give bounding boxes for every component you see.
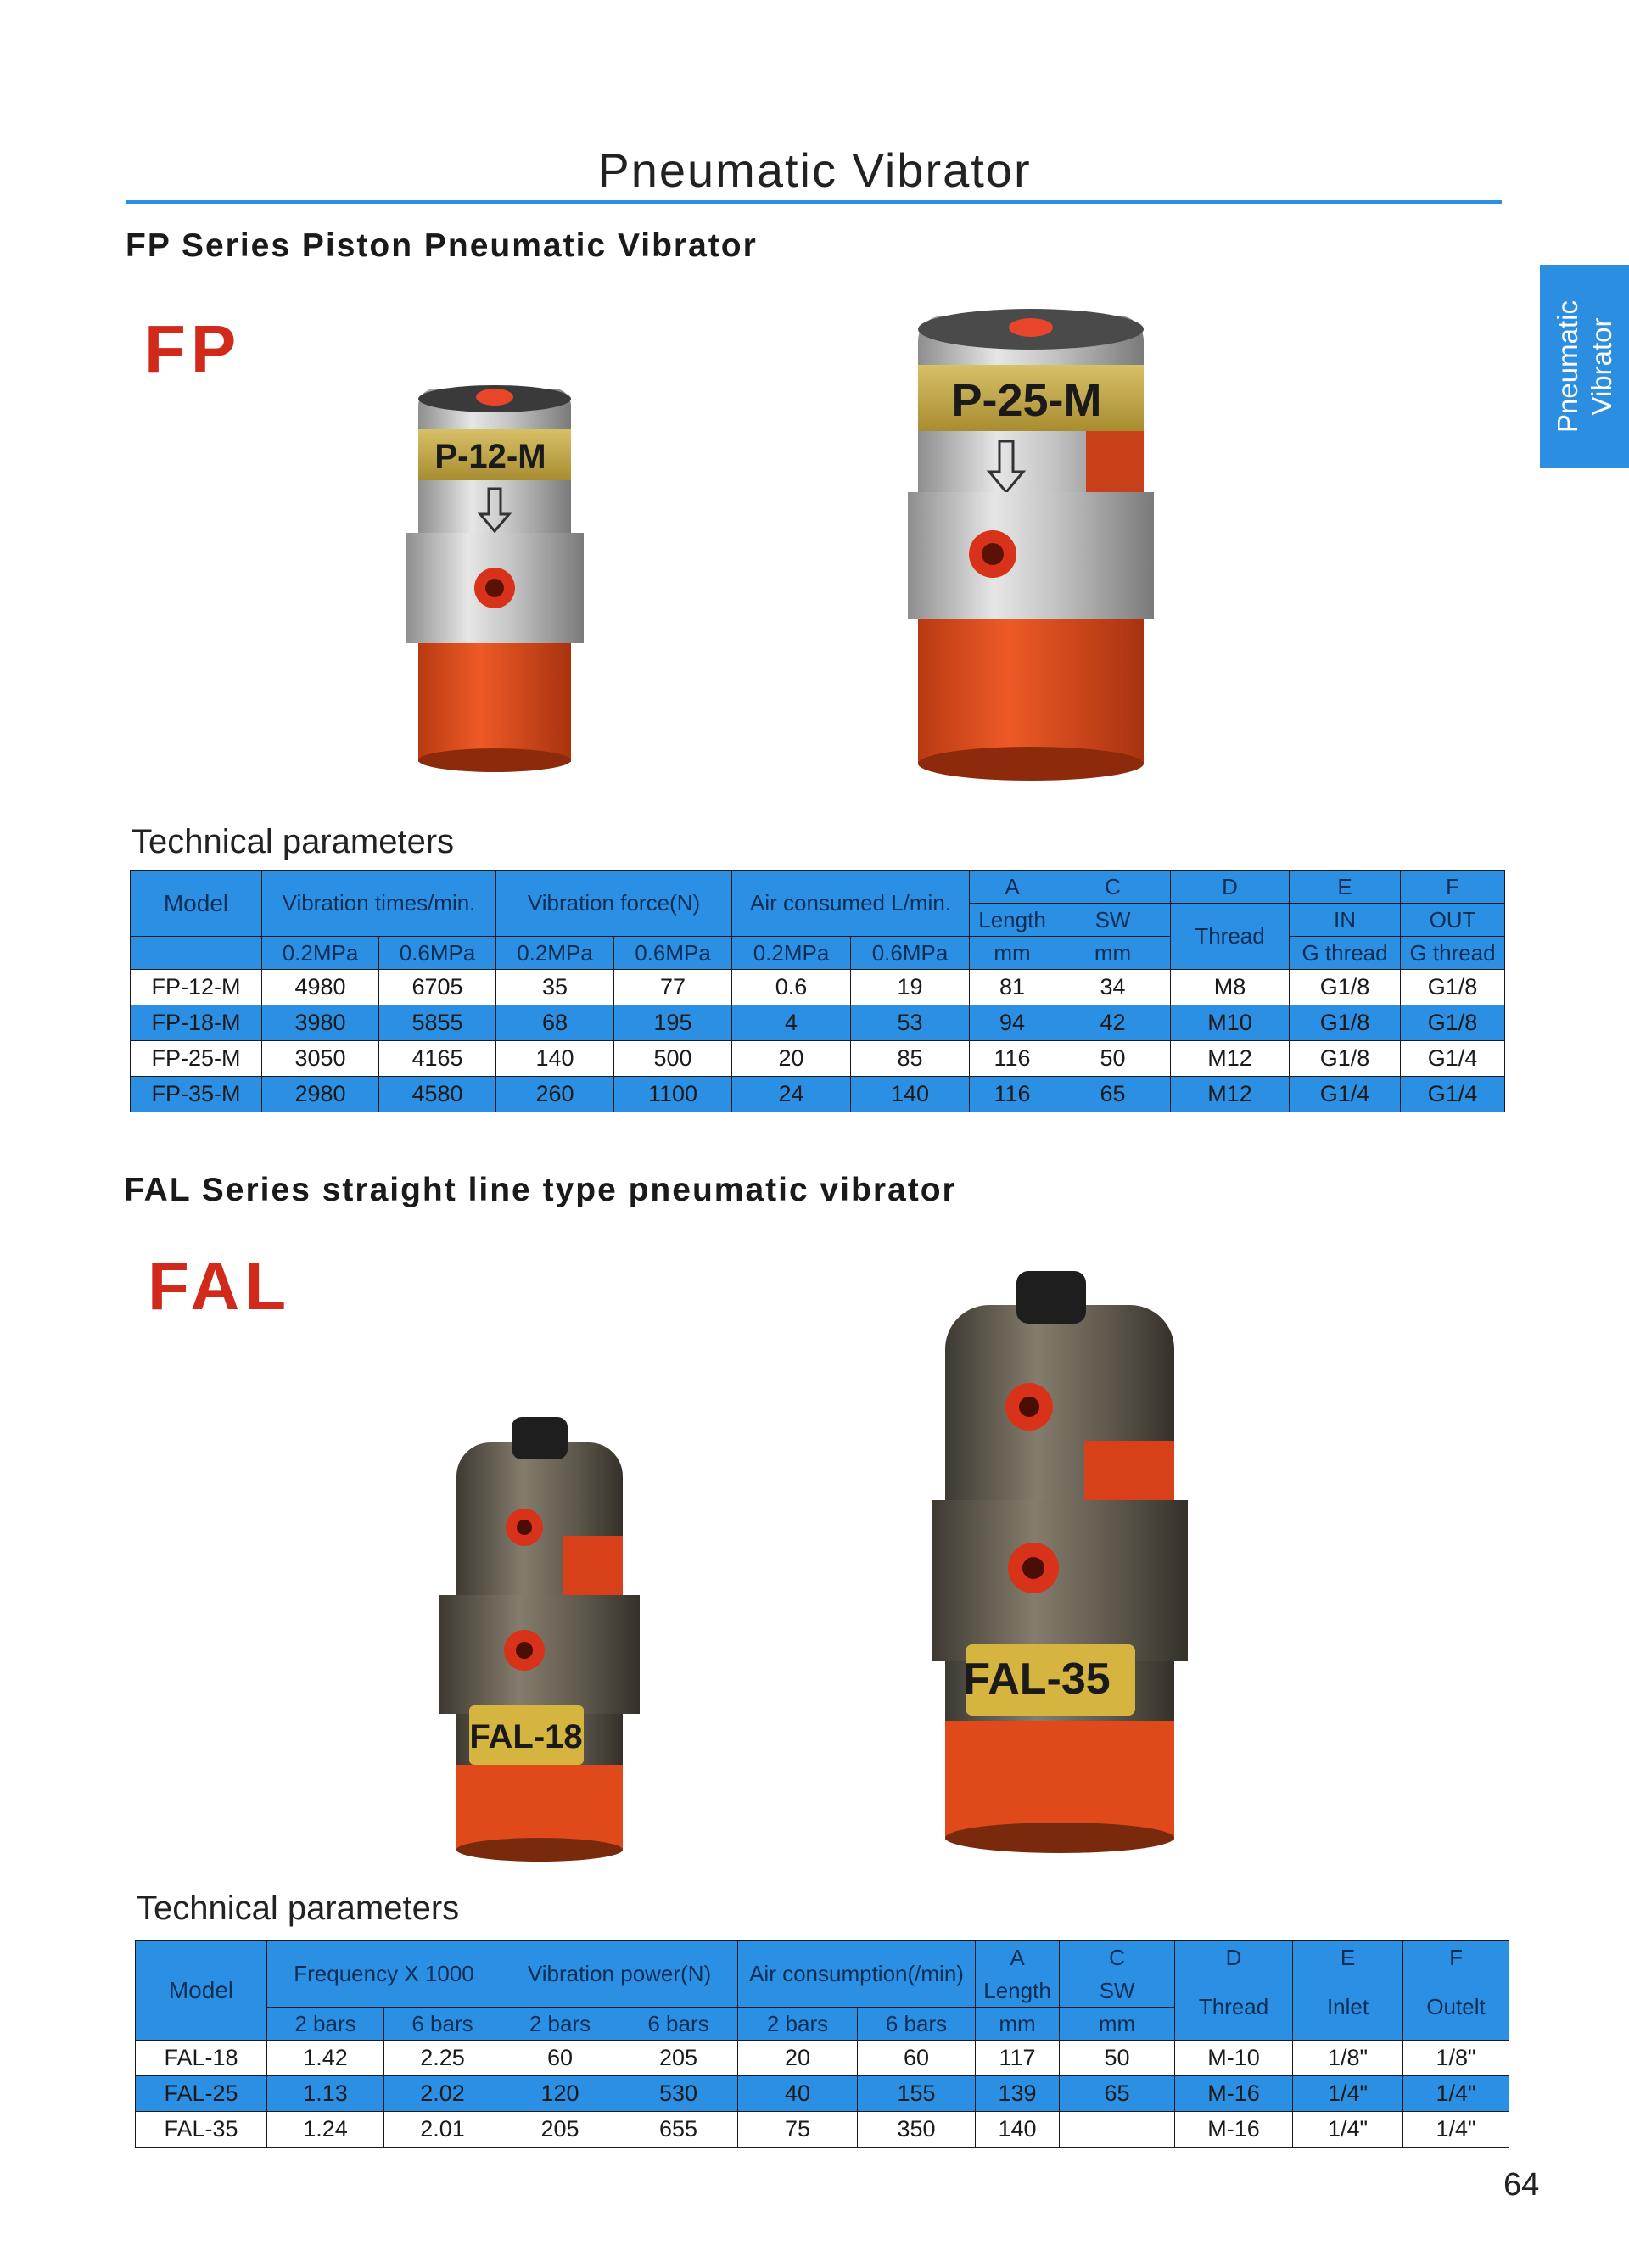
table-cell: G1/4 (1401, 1077, 1505, 1112)
fp-header-row-1 (131, 871, 1505, 904)
fal-header-a-length: Length (976, 1974, 1060, 2008)
table-cell: 1/4" (1293, 2076, 1403, 2112)
fal-18-product-image (439, 1417, 640, 1867)
fal-header-f-outlet: Outelt (1403, 1974, 1509, 2041)
table-cell: 60 (501, 2041, 619, 2076)
svg-text:FAL-35: FAL-35 (963, 1655, 1111, 1704)
table-cell: 68 (496, 1005, 614, 1041)
fp-header-vib-force-low: 0.2MPa (496, 937, 614, 970)
table-cell: 260 (496, 1077, 614, 1112)
table-cell: 655 (619, 2112, 738, 2148)
fp-header-f: F (1401, 871, 1505, 904)
table-cell: 35 (496, 970, 614, 1005)
table-cell: 205 (501, 2112, 619, 2148)
table-cell: M12 (1171, 1041, 1290, 1077)
table-row (131, 1041, 1505, 1077)
fal-header-d: D (1175, 1941, 1293, 1974)
fal-params-label: Technical parameters (137, 1890, 460, 1927)
table-cell: 81 (970, 970, 1055, 1005)
table-cell: 0.6 (732, 970, 851, 1005)
table-cell: 34 (1055, 970, 1171, 1005)
fal-header-power-low: 2 bars (501, 2008, 619, 2041)
table-row (136, 2112, 1509, 2148)
table-cell: 4 (732, 1005, 851, 1041)
table-cell: 94 (970, 1005, 1055, 1041)
fal-header-c-sw: SW (1060, 1974, 1175, 2008)
table-cell: 20 (738, 2041, 858, 2076)
table-cell: G1/4 (1290, 1077, 1401, 1112)
fp-header-e-thread: G thread (1290, 937, 1401, 970)
table-cell: 1.13 (267, 2076, 384, 2112)
fp-header-vibration-force: Vibration force(N) (496, 871, 732, 937)
fp-header-row-3 (131, 937, 1505, 970)
table-cell: 140 (851, 1077, 970, 1112)
fp-header-air-high: 0.6MPa (851, 937, 970, 970)
fp-header-vib-times-high: 0.6MPa (379, 937, 496, 970)
table-cell: 65 (1060, 2076, 1175, 2112)
fp-header-c: C (1055, 871, 1171, 904)
table-cell: 1/4" (1293, 2112, 1403, 2148)
fal-section-title: FAL Series straight line type pneumatic vibrator (124, 1172, 957, 1208)
table-row (131, 1077, 1505, 1112)
svg-text:P-25-M: P-25-M (951, 375, 1102, 426)
fal-header-e-inlet: Inlet (1293, 1974, 1403, 2041)
fp-header-air-low: 0.2MPa (732, 937, 851, 970)
fal-35-product-image (932, 1271, 1188, 1856)
table-cell: 1.24 (267, 2112, 384, 2148)
table-cell: 50 (1060, 2041, 1175, 2076)
fp-header-c-unit: mm (1055, 937, 1171, 970)
fp-section-title: FP Series Piston Pneumatic Vibrator (126, 227, 758, 264)
fal-header-row-1 (136, 1941, 1509, 1974)
table-cell: 155 (858, 2076, 976, 2112)
fp-header-a: A (970, 871, 1055, 904)
table-cell: 140 (976, 2112, 1060, 2148)
table-cell: 77 (614, 970, 732, 1005)
fal-header-power-high: 6 bars (619, 2008, 738, 2041)
table-cell: M12 (1171, 1077, 1290, 1112)
table-cell: 42 (1055, 1005, 1171, 1041)
table-cell: 1/4" (1403, 2112, 1509, 2148)
table-cell: 50 (1055, 1041, 1171, 1077)
table-cell: 120 (501, 2076, 619, 2112)
table-cell: G1/8 (1401, 970, 1505, 1005)
fal-header-vibration-power: Vibration power(N) (501, 1941, 738, 2008)
table-cell: 116 (970, 1041, 1055, 1077)
table-cell: 1/4" (1403, 2076, 1509, 2112)
table-cell: 500 (614, 1041, 732, 1077)
table-cell: 53 (851, 1005, 970, 1041)
table-cell: 3980 (262, 1005, 379, 1041)
fp-header-vibration-times: Vibration times/min. (262, 871, 496, 937)
table-cell: 19 (851, 970, 970, 1005)
model-cell: FP-12-M (131, 970, 262, 1005)
table-cell: 140 (496, 1041, 614, 1077)
table-cell: 4580 (379, 1077, 496, 1112)
model-cell: FP-35-M (131, 1077, 262, 1112)
table-cell: M10 (1171, 1005, 1290, 1041)
fp-header-f-thread: G thread (1401, 937, 1505, 970)
fp-header-air-consumed: Air consumed L/min. (732, 871, 970, 937)
table-cell: 3050 (262, 1041, 379, 1077)
table-cell: 530 (619, 2076, 738, 2112)
fal-table-body (136, 2041, 1509, 2148)
table-cell: G1/4 (1401, 1041, 1505, 1077)
fal-params-table (135, 1940, 1509, 2148)
fal-header-freq-low: 2 bars (267, 2008, 384, 2041)
fp-25-m-product-image (908, 304, 1154, 786)
fal-header-d-thread: Thread (1175, 1974, 1293, 2041)
fp-params-table (130, 870, 1505, 1112)
table-cell: M8 (1171, 970, 1290, 1005)
fp-header-e-in: IN (1290, 904, 1401, 937)
table-cell: 2.02 (384, 2076, 501, 2112)
fp-header-c-sw: SW (1055, 904, 1171, 937)
table-cell: 20 (732, 1041, 851, 1077)
table-cell: 1100 (614, 1077, 732, 1112)
page-title: Pneumatic Vibrator (597, 143, 1032, 197)
table-row (136, 2076, 1509, 2112)
fp-header-model: Model (131, 871, 262, 937)
fal-header-c-unit: mm (1060, 2008, 1175, 2041)
svg-text:P-12-M: P-12-M (434, 438, 546, 475)
fal-header-a: A (976, 1941, 1060, 1974)
table-cell: 2.01 (384, 2112, 501, 2148)
fal-header-air-low: 2 bars (738, 2008, 858, 2041)
table-cell: 60 (858, 2041, 976, 2076)
fal-header-freq-high: 6 bars (384, 2008, 501, 2041)
fp-params-label: Technical parameters (132, 823, 455, 860)
fp-header-a-length: Length (970, 904, 1055, 937)
fp-header-a-unit: mm (970, 937, 1055, 970)
fp-header-model-blank (131, 937, 262, 970)
fal-series-code: FAL (148, 1248, 292, 1324)
table-cell: 24 (732, 1077, 851, 1112)
fp-header-e: E (1290, 871, 1401, 904)
table-cell: M-16 (1175, 2112, 1293, 2148)
fp-table-body (131, 970, 1505, 1112)
model-cell: FAL-35 (136, 2112, 267, 2148)
fp-header-vib-force-high: 0.6MPa (614, 937, 732, 970)
table-cell: 350 (858, 2112, 976, 2148)
fal-header-air-high: 6 bars (858, 2008, 976, 2041)
table-cell: G1/8 (1401, 1005, 1505, 1041)
fal-header-model: Model (136, 1941, 267, 2041)
fp-header-f-out: OUT (1401, 904, 1505, 937)
table-row (131, 1005, 1505, 1041)
fal-header-c: C (1060, 1941, 1175, 1974)
table-row (136, 2041, 1509, 2076)
table-cell: 195 (614, 1005, 732, 1041)
table-cell: 65 (1055, 1077, 1171, 1112)
fp-header-d: D (1171, 871, 1290, 904)
table-cell: 5855 (379, 1005, 496, 1041)
table-cell: 4980 (262, 970, 379, 1005)
table-cell: 205 (619, 2041, 738, 2076)
table-cell: 117 (976, 2041, 1060, 2076)
page-number: 64 (1503, 2167, 1540, 2203)
table-cell: 2980 (262, 1077, 379, 1112)
table-row (131, 970, 1505, 1005)
fal-header-a-unit: mm (976, 2008, 1060, 2041)
table-cell: G1/8 (1290, 970, 1401, 1005)
table-cell: 1.42 (267, 2041, 384, 2076)
fal-header-frequency: Frequency X 1000 (267, 1941, 501, 2008)
table-cell: 75 (738, 2112, 858, 2148)
table-cell: 1/8" (1293, 2041, 1403, 2076)
table-cell: G1/8 (1290, 1041, 1401, 1077)
table-cell: 139 (976, 2076, 1060, 2112)
table-cell: 1/8" (1403, 2041, 1509, 2076)
fal-header-air-consumption: Air consumption(/min) (738, 1941, 976, 2008)
side-tab[interactable] (1540, 265, 1629, 468)
model-cell: FAL-25 (136, 2076, 267, 2112)
table-cell: 2.25 (384, 2041, 501, 2076)
model-cell: FP-18-M (131, 1005, 262, 1041)
side-tab-label: Pneumatic Vibrator (1551, 300, 1617, 433)
svg-text:FAL-18: FAL-18 (469, 1718, 583, 1756)
table-cell: 85 (851, 1041, 970, 1077)
table-cell: 4165 (379, 1041, 496, 1077)
table-cell: 116 (970, 1077, 1055, 1112)
table-cell: 40 (738, 2076, 858, 2112)
fal-header-f: F (1403, 1941, 1509, 1974)
model-cell: FAL-18 (136, 2041, 267, 2076)
table-cell: 6705 (379, 970, 496, 1005)
table-cell: M-16 (1175, 2076, 1293, 2112)
table-cell: G1/8 (1290, 1005, 1401, 1041)
fal-header-e: E (1293, 1941, 1403, 1974)
fp-header-d-thread: Thread (1171, 904, 1290, 970)
fp-header-vib-times-low: 0.2MPa (262, 937, 379, 970)
model-cell: FP-25-M (131, 1041, 262, 1077)
fp-12-m-product-image (406, 380, 584, 779)
fp-series-code: FP (144, 311, 242, 387)
table-cell: M-10 (1175, 2041, 1293, 2076)
title-rule (126, 200, 1502, 204)
table-cell (1060, 2112, 1175, 2148)
